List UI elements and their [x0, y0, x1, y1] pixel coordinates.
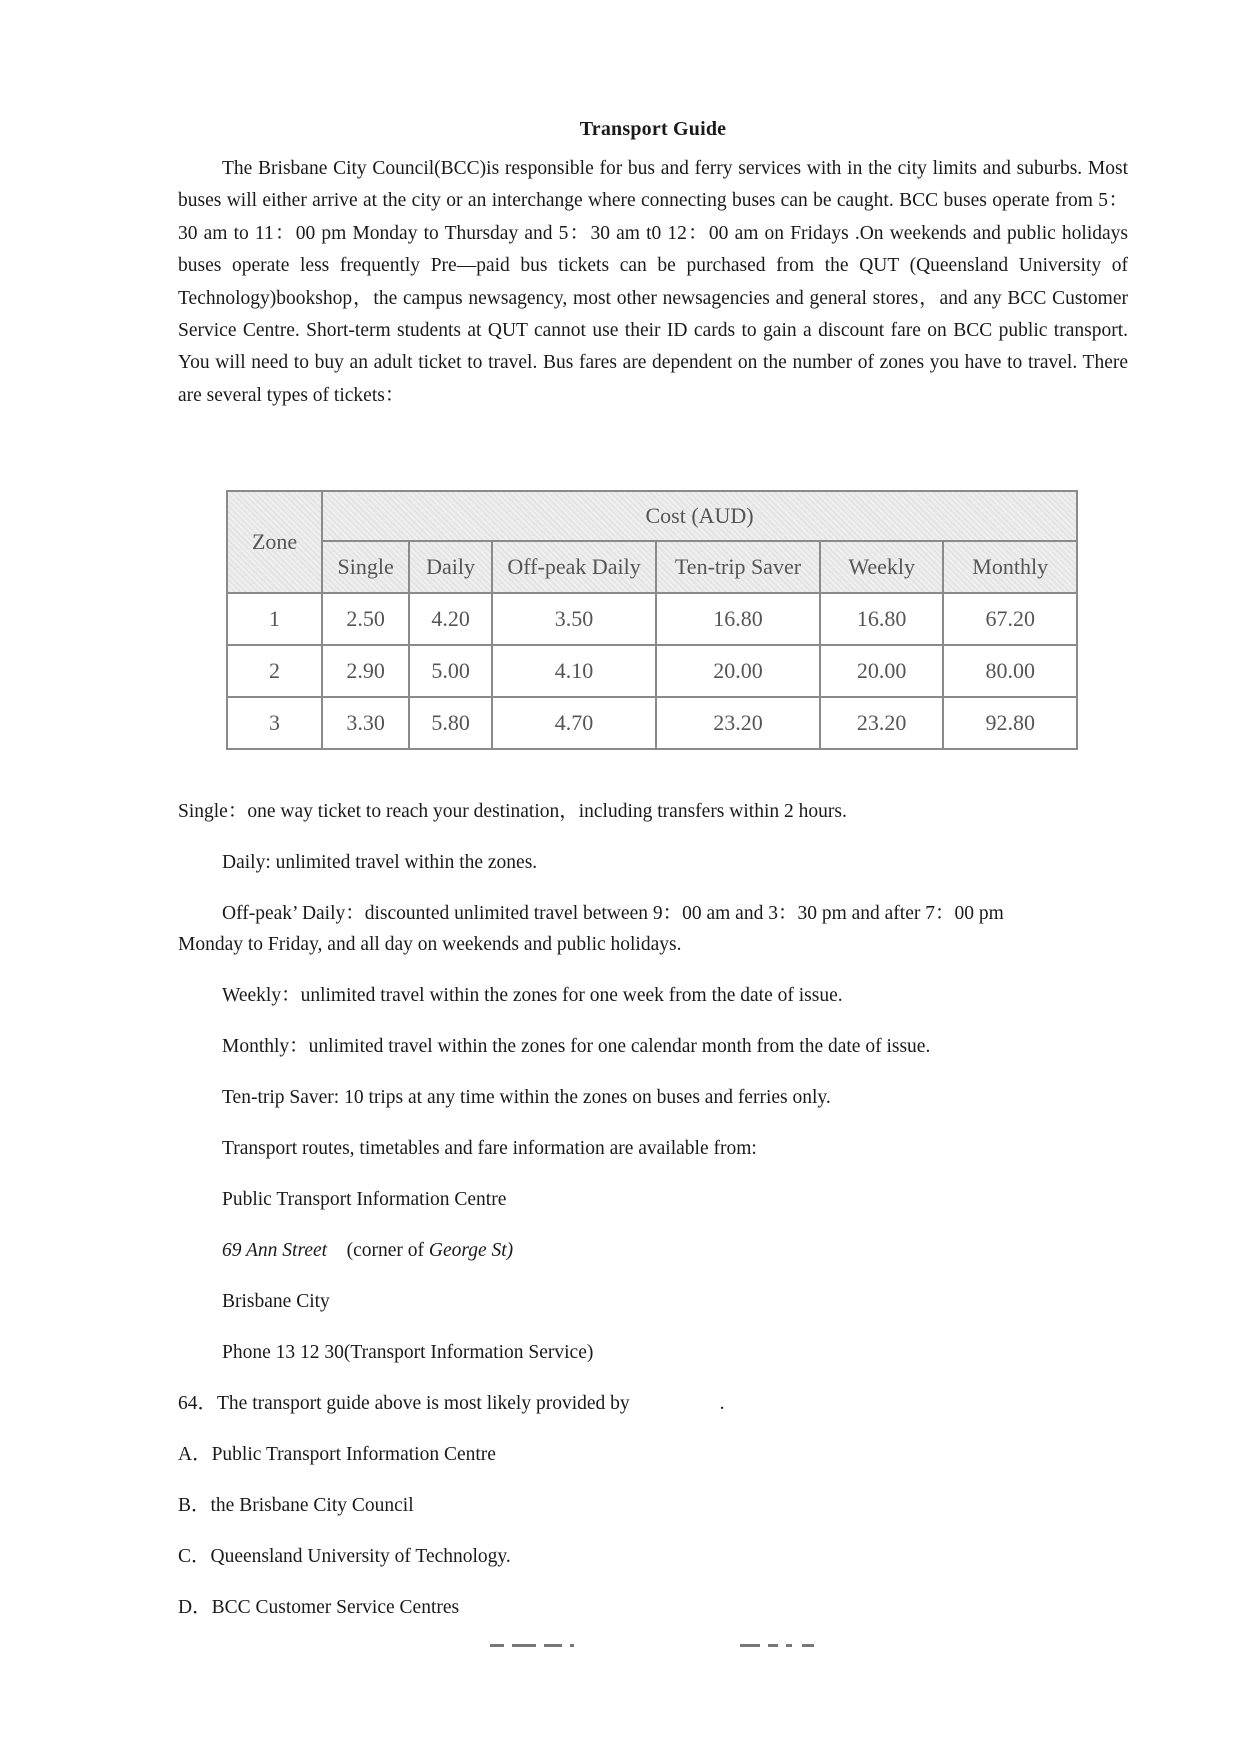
zone-cell: 3 [227, 697, 322, 749]
column-header-single: Single [322, 541, 409, 593]
fare-cell: 23.20 [656, 697, 820, 749]
column-header-offpeak-daily: Off-peak Daily [492, 541, 656, 593]
document-page [178, 118, 1128, 1618]
fare-cell: 23.20 [820, 697, 943, 749]
column-header-ten-trip-saver: Ten-trip Saver [656, 541, 820, 593]
info-intro: Transport routes, timetables and fare information are available from: [222, 1138, 757, 1159]
contact-corner-prefix: (corner of [346, 1240, 424, 1261]
zone-header: Zone [227, 491, 322, 593]
table-row [227, 593, 1077, 645]
zone-cell: 1 [227, 593, 322, 645]
zone-cell: 2 [227, 645, 322, 697]
fare-table-container [226, 490, 1078, 750]
contact-address [178, 1235, 1128, 1267]
option-d: D．BCC Customer Service Centres [178, 1597, 460, 1618]
option-b: B．the Brisbane City Council [178, 1495, 414, 1516]
fare-cell: 67.20 [943, 593, 1077, 645]
contact-street: 69 Ann Street [222, 1240, 328, 1261]
column-header-monthly: Monthly [943, 541, 1077, 593]
question-stem-end: . [719, 1393, 725, 1414]
definition-weekly: Weekly：unlimited travel within the zones for one week from the date of issue. [222, 985, 843, 1006]
fare-cell: 20.00 [656, 645, 820, 697]
contact-city: Brisbane City [222, 1291, 330, 1312]
contact-phone: Phone 13 12 30(Transport Information Service) [222, 1342, 594, 1363]
fare-cell: 4.70 [492, 697, 656, 749]
fare-cell: 20.00 [820, 645, 943, 697]
definition-daily: Daily: unlimited travel within the zones. [222, 852, 538, 873]
option-c: C．Queensland University of Technology. [178, 1546, 511, 1567]
fare-cell: 16.80 [820, 593, 943, 645]
fare-cell: 16.80 [656, 593, 820, 645]
fare-cell: 92.80 [943, 697, 1077, 749]
fare-cell: 5.80 [409, 697, 492, 749]
fare-cell: 2.50 [322, 593, 409, 645]
fare-cell: 3.50 [492, 593, 656, 645]
table-row [227, 645, 1077, 697]
fare-cell: 4.10 [492, 645, 656, 697]
intro-paragraph: The Brisbane City Council(BCC)is responsible for bus and ferry services with in the city limits and suburbs. Most buses will either arrive at the city or an interchange where connecting buses can be caught. BCC buses operate from 5：30 am to 11：00 pm Monday to Thursday and 5：30 am t0 12：00 am on Fridays .On weekends and public holidays buses operate less frequently Pre—paid bus tickets can be purchased from the QUT (Queensland University of Technology)bookshop，the campus newsagency, most other newsagencies and general stores，and any BCC Customer Service Centre. Short-term students at QUT cannot use their ID cards to gain a discount fare on BCC public transport. You will need to buy an adult ticket to travel. Bus fares are dependent on the number of zones you have to travel. There are several types of tickets： [178, 158, 1128, 406]
scan-artifact-marks [490, 1644, 830, 1648]
fare-cell: 4.20 [409, 593, 492, 645]
contact-corner-street: George St) [428, 1240, 514, 1261]
fare-cell: 80.00 [943, 645, 1077, 697]
fare-cell: 3.30 [322, 697, 409, 749]
definition-monthly: Monthly：unlimited travel within the zones for one calendar month from the date of issue. [222, 1036, 931, 1057]
option-a: A．Public Transport Information Centre [178, 1444, 496, 1465]
contact-centre: Public Transport Information Centre [222, 1189, 507, 1210]
column-header-daily: Daily [409, 541, 492, 593]
definition-offpeak-line1: Off-peak’ Daily：discounted unlimited travel between 9：00 am and 3：30 pm and after 7：00 pm [222, 903, 1004, 924]
column-header-weekly: Weekly [820, 541, 943, 593]
question-stem [178, 1388, 1128, 1420]
question-stem-text: 64．The transport guide above is most likely provided by [178, 1393, 630, 1414]
definition-ten-trip-saver: Ten-trip Saver: 10 trips at any time within the zones on buses and ferries only. [222, 1087, 831, 1108]
definition-offpeak-line2: Monday to Friday, and all day on weekends and public holidays. [178, 934, 682, 955]
page-title: Transport Guide [579, 118, 727, 140]
definition-single: Single：one way ticket to reach your destination，including transfers within 2 hours. [178, 801, 847, 822]
table-row [227, 697, 1077, 749]
fare-table [226, 490, 1078, 750]
cost-header: Cost (AUD) [322, 491, 1077, 541]
fare-cell: 5.00 [409, 645, 492, 697]
fare-cell: 2.90 [322, 645, 409, 697]
